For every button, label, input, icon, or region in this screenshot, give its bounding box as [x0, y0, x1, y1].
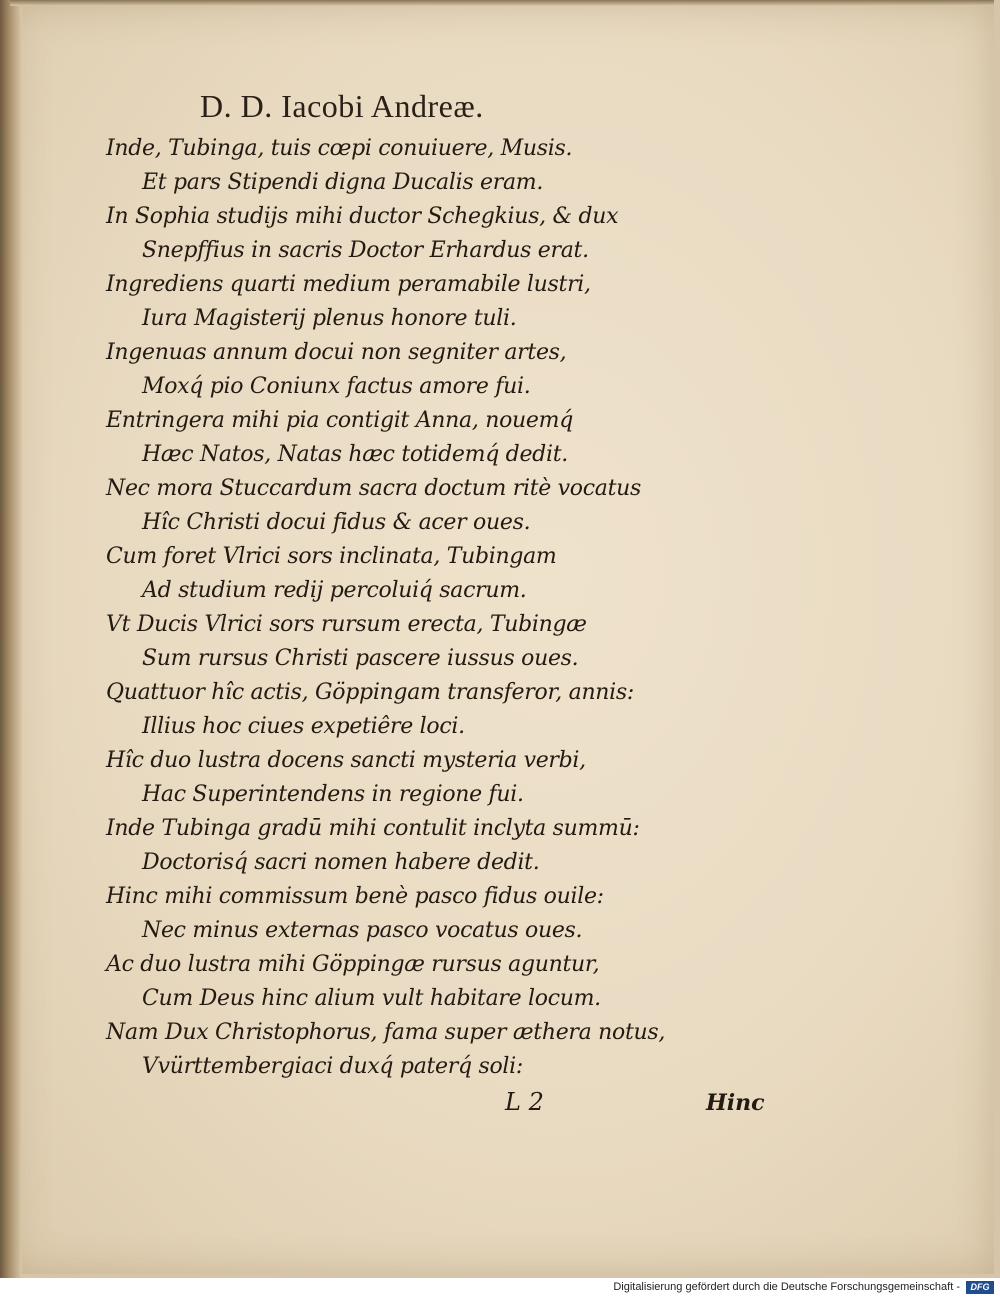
- verse-line: Vvürttembergiaci duxq́ paterq́ soli:: [142, 1054, 523, 1079]
- verse-line: Entringera mihi pia contigit Anna, nouemq́: [106, 408, 573, 433]
- verse-line: Illius hoc ciues expetiêre loci.: [142, 714, 465, 739]
- verse-line: Quattuor hîc actis, Göppingam transferor, annis:: [106, 680, 635, 705]
- verse-line: Hîc duo lustra docens sancti mysteria verbi,: [106, 748, 586, 773]
- verse-line: Doctorisq́ sacri nomen habere dedit.: [142, 850, 540, 875]
- verse-line: Ingenuas annum docui non segniter artes,: [106, 340, 567, 365]
- dfg-logo-icon: DFG: [966, 1281, 994, 1294]
- verse-line: Inde, Tubinga, tuis cœpi conuiuere, Musis.: [106, 136, 573, 161]
- signature-mark: L 2: [505, 1088, 544, 1116]
- catchword: Hinc: [706, 1090, 765, 1116]
- running-title: D. D. Iacobi Andreæ.: [200, 88, 484, 124]
- verse-line: Hîc Christi docui fidus & acer oues.: [142, 510, 531, 535]
- verse-line: Vt Ducis Vlrici sors rursum erecta, Tubingæ: [106, 612, 587, 637]
- verse-line: Inde Tubinga gradū mihi contulit inclyta summū:: [106, 816, 640, 841]
- verse-line: Nec minus externas pasco vocatus oues.: [142, 918, 583, 943]
- verse-line: Hæc Natos, Natas hæc totidemq́ dedit.: [142, 442, 568, 467]
- verse-line: Cum foret Vlrici sors inclinata, Tubingam: [106, 544, 557, 569]
- verse-line: Snepffius in sacris Doctor Erhardus erat.: [142, 238, 589, 263]
- verse-line: Ingrediens quarti medium peramabile lustri,: [106, 272, 591, 297]
- verse-line: Nec mora Stuccardum sacra doctum ritè vocatus: [106, 476, 641, 501]
- verse-line: Hinc mihi commissum benè pasco fidus ouile:: [106, 884, 604, 909]
- footer-bar: [0, 1278, 1000, 1298]
- verse-line: Sum rursus Christi pascere iussus oues.: [142, 646, 579, 671]
- verse-line: Et pars Stipendi digna Ducalis eram.: [142, 170, 544, 195]
- verse-line: Cum Deus hinc alium vult habitare locum.: [142, 986, 601, 1011]
- binding-gutter: [0, 0, 22, 1278]
- verse-line: Moxq́ pio Coniunx factus amore fui.: [142, 374, 531, 399]
- verse-line: Ac duo lustra mihi Göppingæ rursus aguntur,: [106, 952, 600, 977]
- verse-line: Nam Dux Christophorus, fama super æthera notus,: [106, 1020, 666, 1045]
- verse-line: In Sophia studijs mihi ductor Schegkius, & dux: [106, 204, 619, 229]
- funding-credit: Digitalisierung gefördert durch die Deutsche Forschungsgemeinschaft -: [613, 1281, 960, 1293]
- verse-line: Iura Magisterij plenus honore tuli.: [142, 306, 517, 331]
- verse-line: Ad studium redij percoluiq́ sacrum.: [142, 578, 527, 603]
- top-edge: [10, 0, 994, 6]
- verse-line: Hac Superintendens in regione fui.: [142, 782, 524, 807]
